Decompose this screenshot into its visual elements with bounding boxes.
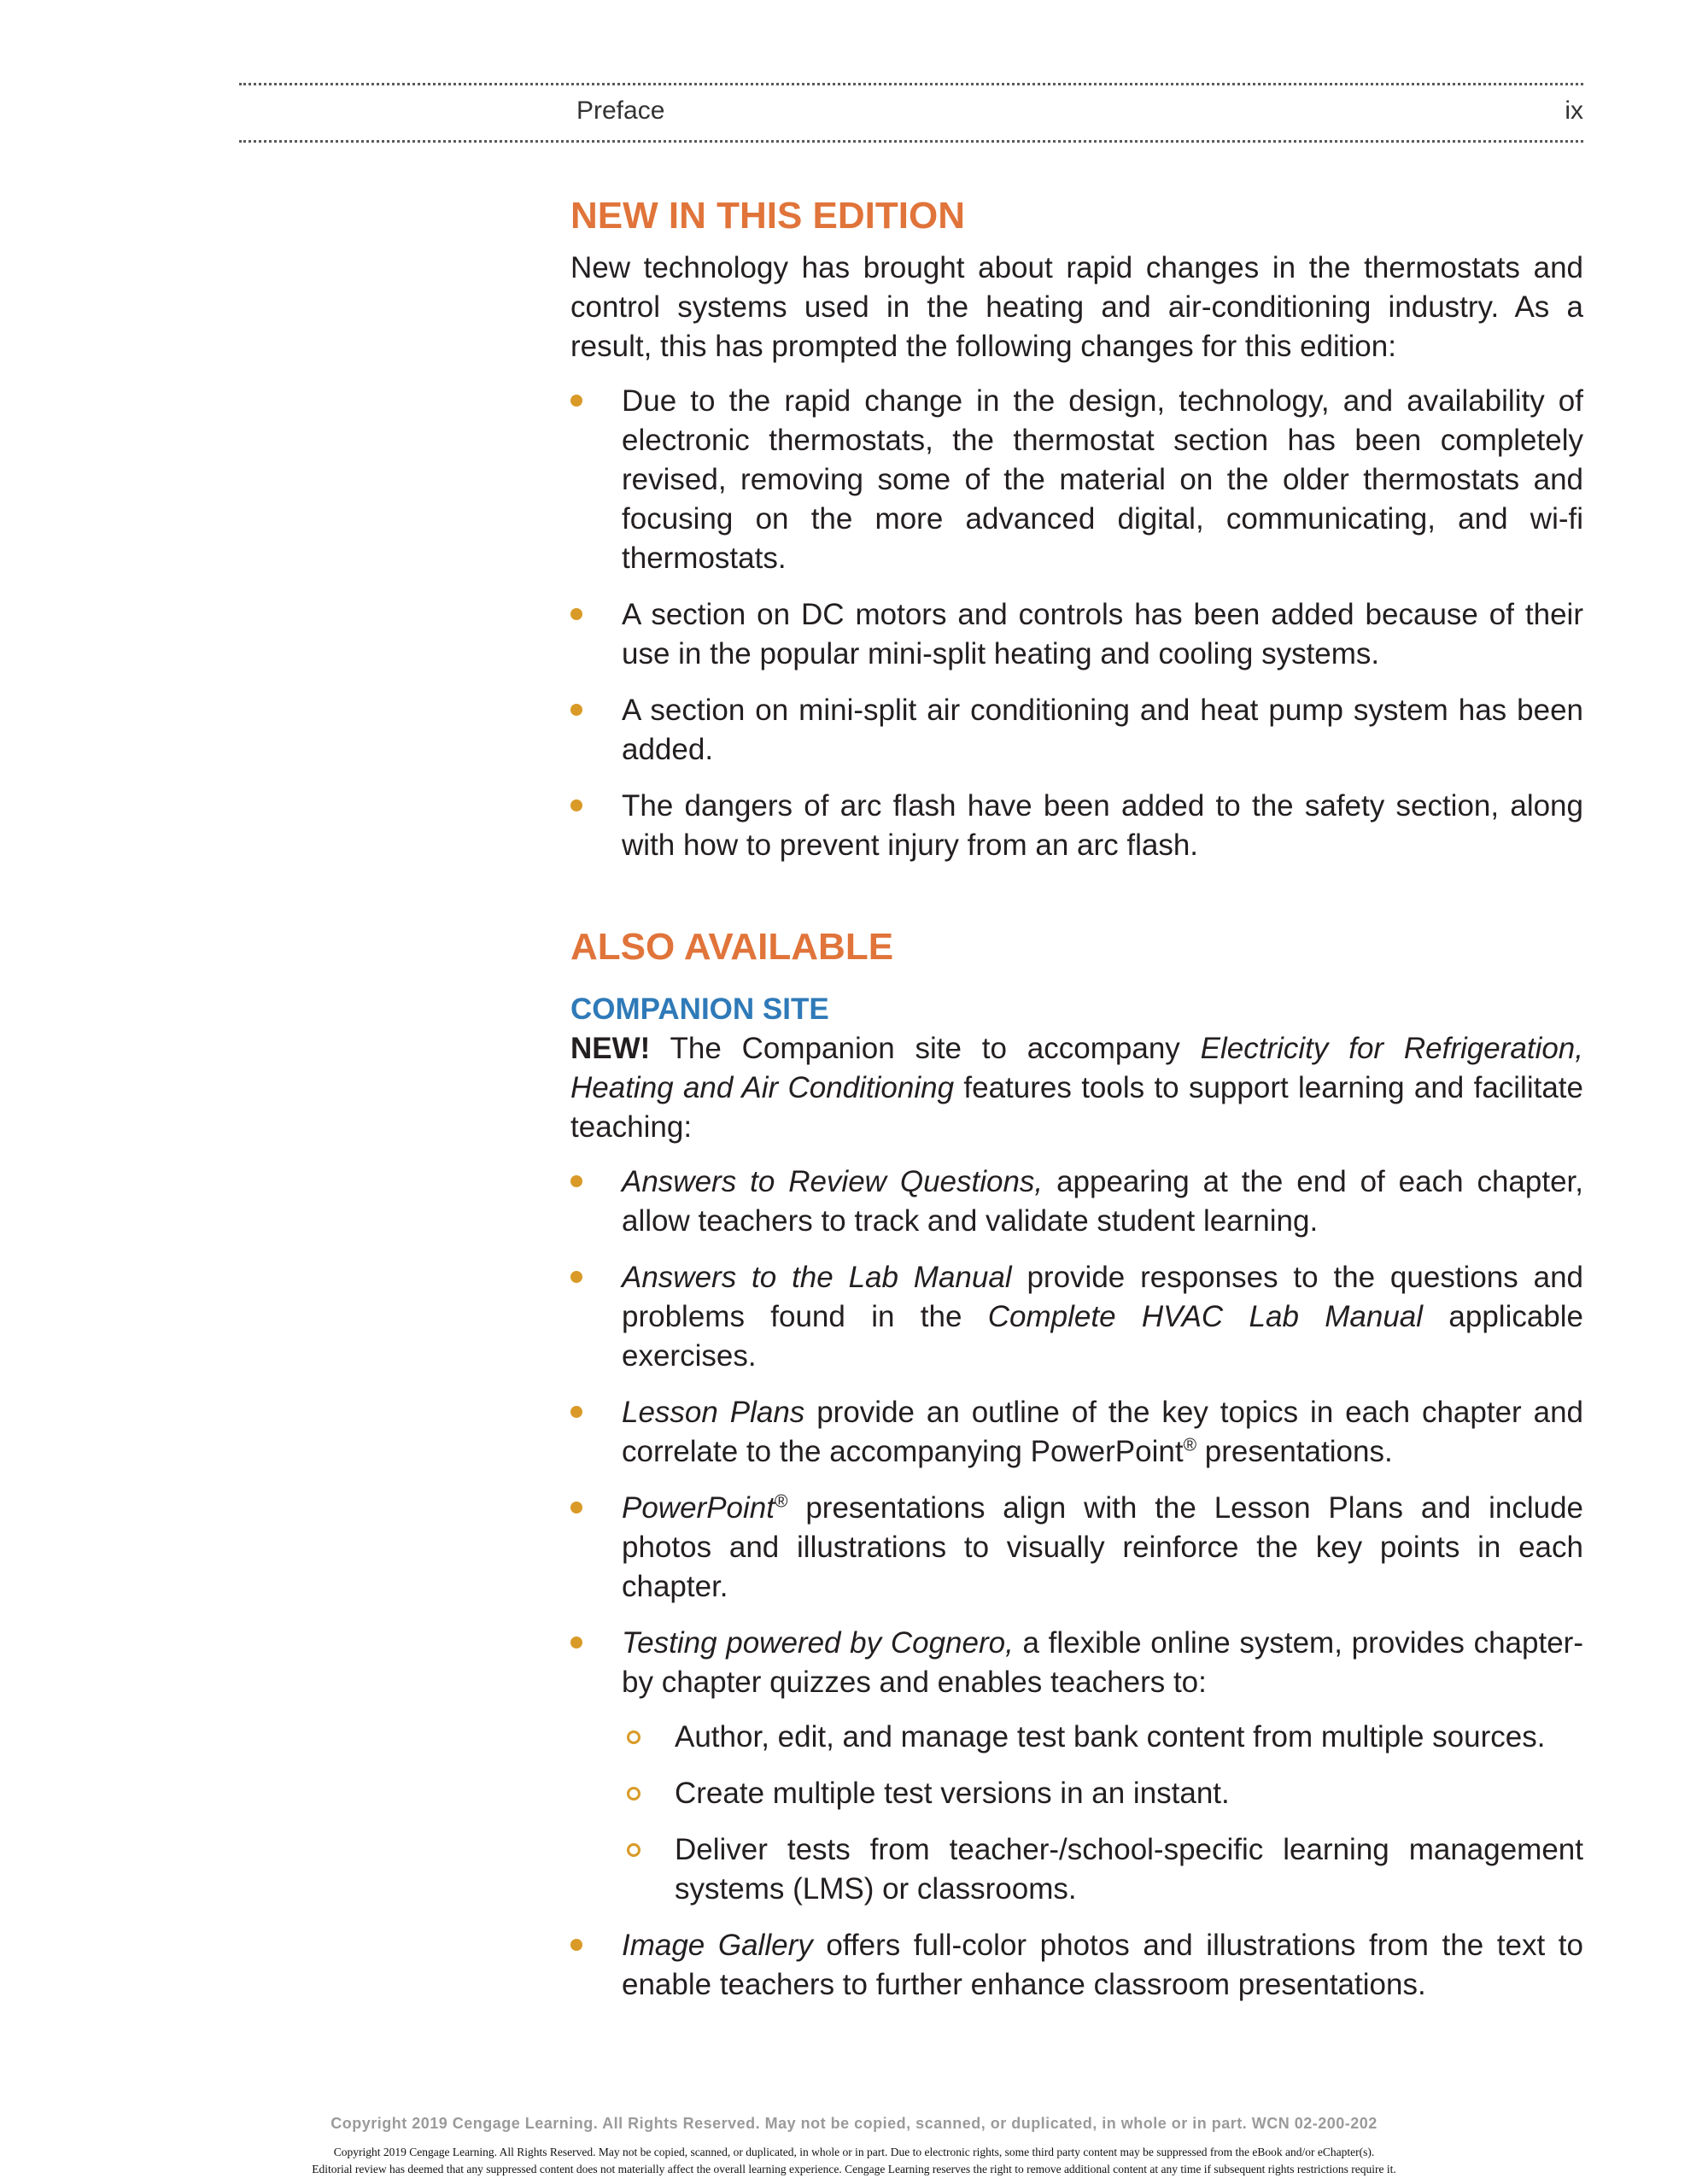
page-body [570, 192, 1583, 2022]
list-item-text: The dangers of arc flash have been added to the safety section, along with how to prevent injury from an arc flash. [622, 789, 1583, 862]
list-item [570, 1258, 1583, 1376]
bullet-icon [570, 1271, 582, 1283]
bullet-icon [570, 704, 582, 716]
list-item [570, 787, 1583, 865]
sub-list-item [622, 1830, 1583, 1909]
sub-list-item [622, 1718, 1583, 1757]
list-item [570, 1489, 1583, 1607]
sub-list-item-text: Create multiple test versions in an instant. [675, 1777, 1230, 1810]
list-item-text: PowerPoint® presentations align with the Lesson Plans and include photos and illustrations to visually reinforce the key points in each chapter. [622, 1491, 1583, 1603]
list-item [570, 691, 1583, 770]
list-item-text: Testing powered by Cognero, a flexible online system, provides chapter-by chapter quizzes and enables teachers to: [622, 1626, 1583, 1699]
list-item [570, 1624, 1583, 1909]
bullet-icon [570, 608, 582, 620]
bullet-icon [570, 1637, 582, 1648]
running-head-section: Preface [576, 97, 665, 125]
list-item-text: Lesson Plans provide an outline of the key topics in each chapter and correlate to the accompanying PowerPoint® presentations. [622, 1396, 1583, 1468]
copyright-watermark: Copyright 2019 Cengage Learning. All Rights Reserved. May not be copied, scanned, or duplicated, in whole or in part. WCN 02-200-202 [330, 2115, 1378, 2132]
heading-companion-site: COMPANION SITE [570, 992, 829, 1026]
heading-also-available: ALSO AVAILABLE [570, 926, 894, 968]
bullet-icon [570, 1175, 582, 1187]
companion-site-intro: NEW! The Companion site to accompany Electricity for Refrigeration, Heating and Air Conditioning features tools to support learning and facilitate teaching: [570, 1032, 1583, 1144]
list-item-text: Answers to Review Questions, appearing at the end of each chapter, allow teachers to track and validate student learning. [622, 1165, 1584, 1238]
list-item-text: Answers to the Lab Manual provide responses to the questions and problems found in the Complete HVAC Lab Manual applicable exercises. [622, 1261, 1584, 1373]
heading-new-edition: NEW IN THIS EDITION [570, 195, 965, 237]
sub-bullet-icon [627, 1843, 640, 1857]
book-title: Electricity for Refrigeration, Heating and Air Conditioning [570, 1032, 1583, 1104]
companion-site-list [570, 1162, 1583, 2005]
new-edition-list [570, 382, 1583, 865]
running-header [239, 83, 1583, 143]
testing-sub-list [622, 1718, 1583, 1909]
list-item [570, 1926, 1583, 2005]
sub-bullet-icon [627, 1730, 640, 1744]
list-item [570, 1393, 1583, 1472]
sub-list-item-text: Deliver tests from teacher-/school-specific learning management systems (LMS) or classrooms. [675, 1833, 1583, 1906]
bullet-icon [570, 395, 582, 407]
list-item-text: Due to the rapid change in the design, technology, and availability of electronic thermostats, the thermostat section has been completely revised, removing some of the material on the older thermostats and focusing on the more advanced digital, communicating, and wi-fi thermostats. [622, 384, 1583, 575]
sub-list-item-text: Author, edit, and manage test bank content from multiple sources. [675, 1720, 1546, 1754]
bullet-icon [570, 1406, 582, 1418]
bullet-icon [570, 1939, 582, 1951]
copyright-notice: Copyright 2019 Cengage Learning. All Rights Reserved. May not be copied, scanned, or duplicated, in whole or in part. Due to electronic rights, some third party content may be suppressed from the eBook and/or eChapter(s). Editorial review has deemed that any suppressed content does not materially affect the overall learning experience. Cengage Learning reserves the right to remove additional content at any time if subsequent rights restrictions require it. [312, 2146, 1396, 2175]
bullet-icon [570, 1502, 582, 1514]
bullet-icon [570, 799, 582, 811]
page-number: ix [1565, 97, 1583, 125]
sub-list-item [622, 1774, 1583, 1813]
list-item-text: A section on mini-split air conditioning and heat pump system has been added. [622, 694, 1583, 766]
list-item [570, 1162, 1583, 1241]
list-item-text: Image Gallery offers full-color photos and illustrations from the text to enable teachers to further enhance classroom presentations. [622, 1929, 1583, 2001]
sub-bullet-icon [627, 1787, 640, 1800]
list-item [570, 382, 1583, 578]
new-label: NEW! [570, 1032, 651, 1065]
list-item-text: A section on DC motors and controls has been added because of their use in the popular mini-split heating and cooling systems. [622, 598, 1583, 670]
new-edition-intro: New technology has brought about rapid changes in the thermostats and control systems used in the heating and air-conditioning industry. As a result, this has prompted the following changes for this edition: [570, 251, 1583, 363]
list-item [570, 595, 1583, 674]
